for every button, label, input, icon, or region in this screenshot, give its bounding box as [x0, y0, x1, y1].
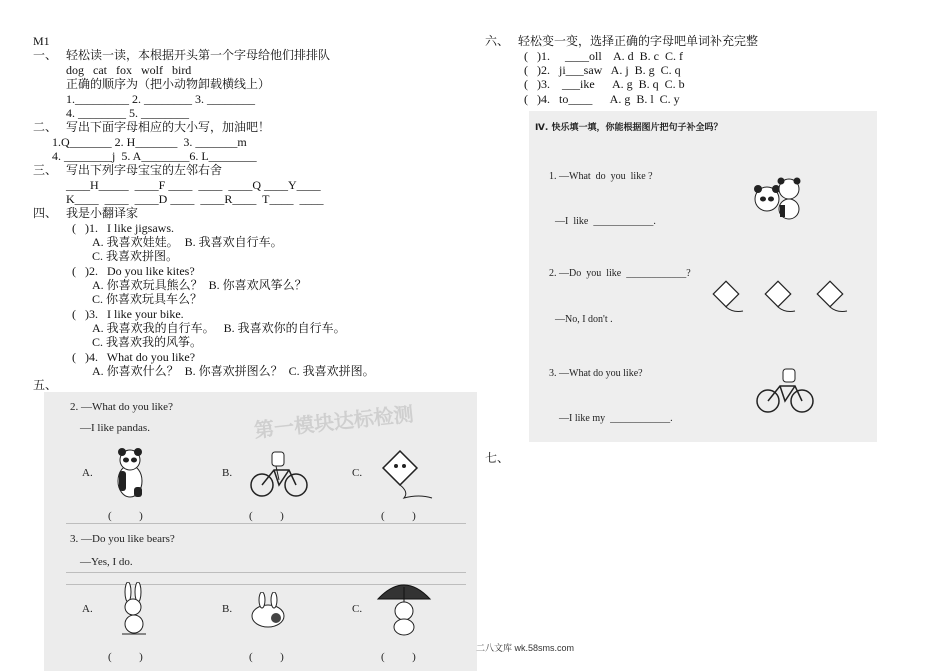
section1-blanks-2: 4. ________ 5. ________	[66, 106, 189, 120]
section2-line-2: 4. ________j 5. A________6. L________	[52, 149, 257, 163]
s5-q2-opt-c: C.	[352, 467, 363, 479]
section2-heading: 二、 写出下面字母相应的大小写，加油吧！	[33, 120, 271, 134]
section4-q2-option-c: C. 你喜欢玩具车么？	[92, 292, 203, 306]
s5-q3-paren-c: ( )	[381, 651, 416, 663]
s5-q2: 2. —What do you like?	[70, 401, 173, 413]
s5-q3-underline-1	[66, 572, 466, 573]
s6p-q1: 1. —What do you like ?	[549, 171, 653, 182]
s6p-title: Ⅳ. 快乐填一填，你能根据图片把句子补全吗？	[535, 123, 723, 133]
section4-q1: ( )1. I like jigsaws.	[72, 221, 174, 235]
s5-q3-paren-b: ( )	[249, 651, 284, 663]
s5-q3-opt-a: A.	[82, 603, 93, 615]
scan-watermark-title: 第一模块达标检测	[253, 403, 415, 443]
section2-line-1: 1.Q_______ 2. H_______ 3. _______m	[52, 135, 247, 149]
section7-heading: 七、	[485, 451, 510, 465]
section1-instruction: 正确的顺序为（把小动物卸载横线上）	[66, 77, 271, 91]
bike-picture-2	[755, 367, 815, 415]
section4-q2-options: A. 你喜欢玩具熊么？ B. 你喜欢风筝么？	[92, 278, 307, 292]
section4-heading: 四、 我是小翻译家	[33, 206, 139, 220]
kite-picture	[374, 450, 434, 500]
s5-q2-underline	[66, 523, 466, 524]
section4-q2: ( )2. Do you like kites?	[72, 264, 195, 278]
s6p-q2: 2. —Do you like ____________?	[549, 268, 691, 279]
s5-q2-answer: —I like pandas.	[80, 422, 150, 434]
s5-q3: 3. —Do you like bears?	[70, 533, 175, 545]
section1-blanks-1: 1._________ 2. ________ 3. ________	[66, 92, 255, 106]
section4-q4-options: A. 你喜欢什么？ B. 你喜欢拼图么？ C. 我喜欢拼图。	[92, 364, 375, 378]
rabbit-picture	[114, 582, 154, 637]
panda-picture	[110, 447, 150, 502]
s6p-q1-answer: —I like ____________.	[555, 216, 656, 227]
pandas-picture	[747, 175, 807, 221]
section3-line-2: K____ ____ ____D ____ ____R____ T____ ____	[66, 192, 324, 206]
section6-q3: ( )3. ___ike A. g B. q C. b	[524, 77, 685, 91]
section4-q4: ( )4. What do you like?	[72, 350, 196, 364]
s6p-q2-answer: —No, I don't .	[555, 314, 613, 325]
s5-q3-opt-c: C.	[352, 603, 363, 615]
section1-heading: 一、 轻松读一读，本根据开头第一个字母给他们排排队	[33, 48, 331, 62]
kites-picture	[709, 279, 869, 319]
s5-q2-paren-c: ( )	[381, 510, 416, 522]
s5-q3-opt-b: B.	[222, 603, 233, 615]
bear-umbrella-picture	[374, 577, 434, 637]
bunny-toy-picture	[244, 592, 294, 632]
s6p-q3: 3. —What do you like?	[549, 368, 643, 379]
section6-q4: ( )4. to____ A. g B. l C. y	[524, 92, 680, 106]
s5-q2-opt-a: A.	[82, 467, 93, 479]
s5-q3-paren-a: ( )	[108, 651, 143, 663]
section6-q1: ( )1. ____oll A. d B. c C. f	[524, 49, 683, 63]
s5-q3-answer: —Yes, I do.	[80, 556, 133, 568]
s5-q2-opt-b: B.	[222, 467, 233, 479]
footer-watermark: 二八文库 wk.58sms.com	[476, 643, 575, 653]
section3-line-1: ____H_____ ____F ____ ____ ____Q ____Y____	[66, 178, 321, 192]
unit-label: M1	[33, 34, 50, 48]
section4-q3-options: A. 我喜欢我的自行车。 B. 我喜欢你的自行车。	[92, 321, 346, 335]
bike-picture	[249, 450, 309, 500]
section5-scan	[44, 392, 477, 671]
section5-heading: 五、	[33, 378, 58, 392]
section6-q2: ( )2. ji___saw A. j B. g C. q	[524, 63, 681, 77]
section4-q1-options: A. 我喜欢娃娃。 B. 我喜欢自行车。	[92, 235, 283, 249]
section6-scan	[529, 111, 877, 442]
section3-heading: 三、 写出下列字母宝宝的左邻右舍	[33, 163, 223, 177]
section4-q1-option-c: C. 我喜欢拼图。	[92, 249, 179, 263]
s5-q2-paren-a: ( )	[108, 510, 143, 522]
section4-q3-option-c: C. 我喜欢我的风筝。	[92, 335, 203, 349]
section1-words: dog cat fox wolf bird	[66, 63, 192, 77]
section4-q3: ( )3. I like your bike.	[72, 307, 184, 321]
s5-q2-paren-b: ( )	[249, 510, 284, 522]
section6-heading: 六、 轻松变一变，选择正确的字母吧单词补充完整	[485, 34, 759, 48]
s6p-q3-answer: —I like my ____________.	[559, 413, 673, 424]
